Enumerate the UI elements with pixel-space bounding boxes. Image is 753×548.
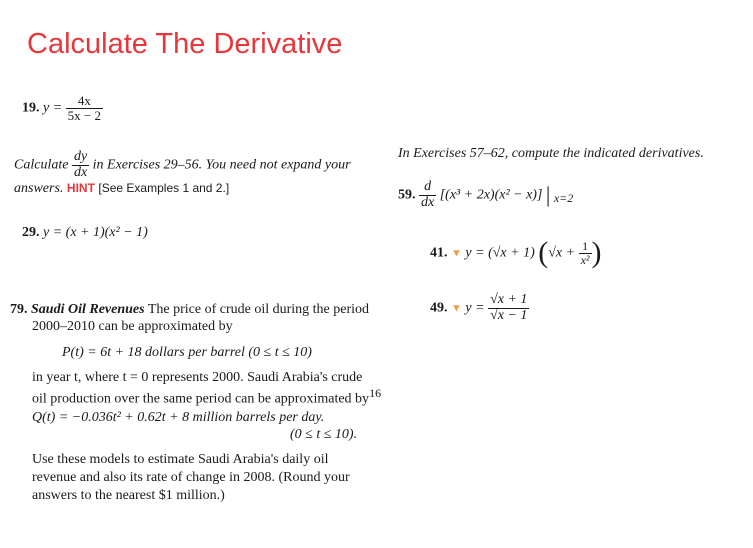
outro-line-1: Use these models to estimate Saudi Arabia's daily oil: [32, 452, 329, 467]
instructions-line2: [14, 181, 229, 197]
middle-line-1: in year t, where t = 0 represents 2000. Saudi Arabia's crude: [32, 370, 363, 385]
numerator: 1: [582, 239, 589, 253]
triangle-icon: ▼: [451, 302, 462, 315]
numerator: dy: [73, 149, 88, 164]
middle-line-2: [32, 386, 381, 408]
formula-p: P(t) = 6t + 18 dollars per barrel (0 ≤ t ≤ 10): [62, 345, 312, 360]
right-header: In Exercises 57–62, compute the indicated derivatives.: [398, 146, 704, 161]
sqrt-term: √x +: [548, 245, 576, 261]
fraction: [66, 94, 103, 122]
exercise-number: 49.: [430, 300, 448, 316]
intro-line-2: 2000–2010 can be approximated by: [32, 319, 233, 334]
exercise-title: Saudi Oil Revenues: [31, 302, 145, 317]
instructions-text: in Exercises 29–56. You need not expand your: [92, 157, 351, 173]
exercise-number: 79.: [10, 302, 28, 317]
evaluation-point: x=2: [553, 191, 574, 206]
paren-close: ): [591, 236, 602, 270]
fraction: [579, 240, 592, 266]
exercise-expression: [(x³ + 2x)(x² − x)]: [439, 187, 543, 203]
exercise-59: [398, 180, 573, 210]
d-dx-fraction: [419, 180, 436, 210]
exercise-number: 41.: [430, 245, 448, 261]
paren-open: (: [538, 236, 549, 270]
footnote-marker: 16: [369, 386, 382, 400]
denominator: √x − 1: [490, 307, 528, 323]
exercise-19: [22, 94, 103, 122]
formula-q-domain: (0 ≤ t ≤ 10).: [290, 427, 358, 442]
exercise-49: [430, 293, 529, 323]
see-examples: [See Examples 1 and 2.]: [98, 181, 230, 195]
eval-bar: |: [545, 182, 551, 208]
exercise-lhs: y =: [465, 245, 485, 261]
exercise-expression: y = (x + 1)(x² − 1): [43, 225, 148, 240]
denominator: x²: [580, 252, 590, 267]
exercise-lhs: y =: [43, 100, 63, 116]
denominator: dx: [73, 164, 88, 180]
instructions-lead: Calculate: [14, 157, 69, 173]
numerator: d: [424, 179, 432, 194]
exercise-79-heading: [10, 302, 369, 318]
exercise-number: 19.: [22, 100, 40, 116]
numerator: 4x: [77, 93, 91, 108]
factor-one: (√x + 1): [488, 245, 535, 261]
dy-dx-fraction: [72, 150, 89, 180]
triangle-icon: ▼: [451, 247, 462, 260]
exercise-lhs: y =: [465, 300, 485, 316]
instructions: [14, 150, 351, 180]
intro-line-1: The price of crude oil during the period: [147, 302, 370, 317]
denominator: dx: [421, 194, 435, 210]
exercise-number: 29.: [22, 225, 40, 240]
fraction: [488, 293, 529, 323]
exercise-number: 59.: [398, 187, 416, 203]
numerator: √x + 1: [490, 292, 528, 307]
middle-line-2-text: oil production over the same period can be approximated by: [32, 391, 370, 407]
instructions-answers: answers.: [14, 181, 64, 196]
exercise-29: [22, 225, 148, 241]
denominator: 5x − 2: [67, 107, 102, 123]
hint-label: HINT: [66, 181, 95, 195]
exercise-41: [430, 236, 602, 270]
formula-q: Q(t) = −0.036t² + 0.62t + 8 million barrels per day.: [32, 410, 325, 425]
outro-line-2: revenue and also its rate of change in 2008. (Round your: [32, 470, 350, 485]
outro-line-3: answers to the nearest $1 million.): [32, 488, 225, 503]
page-title: Calculate The Derivative: [27, 28, 343, 60]
